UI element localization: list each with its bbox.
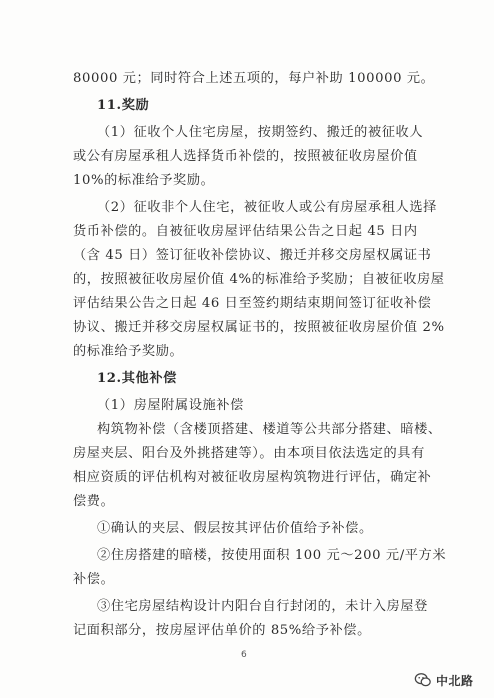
wechat-icon <box>414 671 432 689</box>
text-line: 的，按照被征收房屋价值 4%的标准给予奖励；自被征收房屋 <box>73 272 445 287</box>
text-line: 构筑物补偿（含楼顶搭建、楼道等公共部分搭建、暗楼、 <box>97 422 442 437</box>
text-line: （1）征收个人住宅房屋，按期签约、搬迁的被征收人 <box>97 125 424 140</box>
text-line: 房屋夹层、阳台及外挑搭建等）。由本项目依法选定的具有 <box>73 446 425 461</box>
text-line: ②住房搭建的暗楼，按使用面积 100 元～200 元/平方米 <box>97 548 447 563</box>
watermark-text: 中北路 <box>436 673 474 688</box>
text-line: 补偿。 <box>73 572 115 587</box>
text-line: 或公有房屋承租人选择货币补偿的，按照被征收房屋价值 <box>73 149 418 164</box>
text-line: 记面积部分，按房屋评估单价的 85%给予补偿。 <box>73 623 371 638</box>
text-line: ③住宅房屋结构设计内阳台自行封闭的，未计入房屋登 <box>97 599 428 614</box>
section-heading-other-compensation: 12.其他补偿 <box>97 371 177 386</box>
page-number: 6 <box>241 650 247 660</box>
text-line: 的标准给予奖励。 <box>73 344 184 359</box>
text-line: ①确认的夹层、假层按其评估价值给予补偿。 <box>97 521 373 536</box>
text-line: （含 45 日）签订征收补偿协议、搬迁并移交房屋权属证书 <box>73 248 432 263</box>
section-heading-reward: 11.奖励 <box>97 98 150 113</box>
text-line: 评估结果公告之日起 46 日至签约期结束期间签订征收补偿 <box>73 296 432 311</box>
text-line: （2）征收非个人住宅，被征收人或公有房屋承租人选择 <box>97 200 437 215</box>
watermark <box>414 671 474 689</box>
text-line: 货币补偿的。自被征收房屋评估结果公告之日起 45 日内 <box>73 224 418 239</box>
text-line: 偿费。 <box>73 494 115 509</box>
text-line: 协议、搬迁并移交房屋权属证书的，按照被征收房屋价值 2% <box>73 320 445 335</box>
subheading-attached-facilities: （1）房屋附属设施补偿 <box>97 398 244 413</box>
text-line: 80000 元；同时符合上述五项的，每户补助 100000 元。 <box>73 71 435 86</box>
text-line: 相应资质的评估机构对被征收房屋构筑物进行评估，确定补 <box>73 470 432 485</box>
text-line: 10%的标准给予奖励。 <box>73 173 215 188</box>
